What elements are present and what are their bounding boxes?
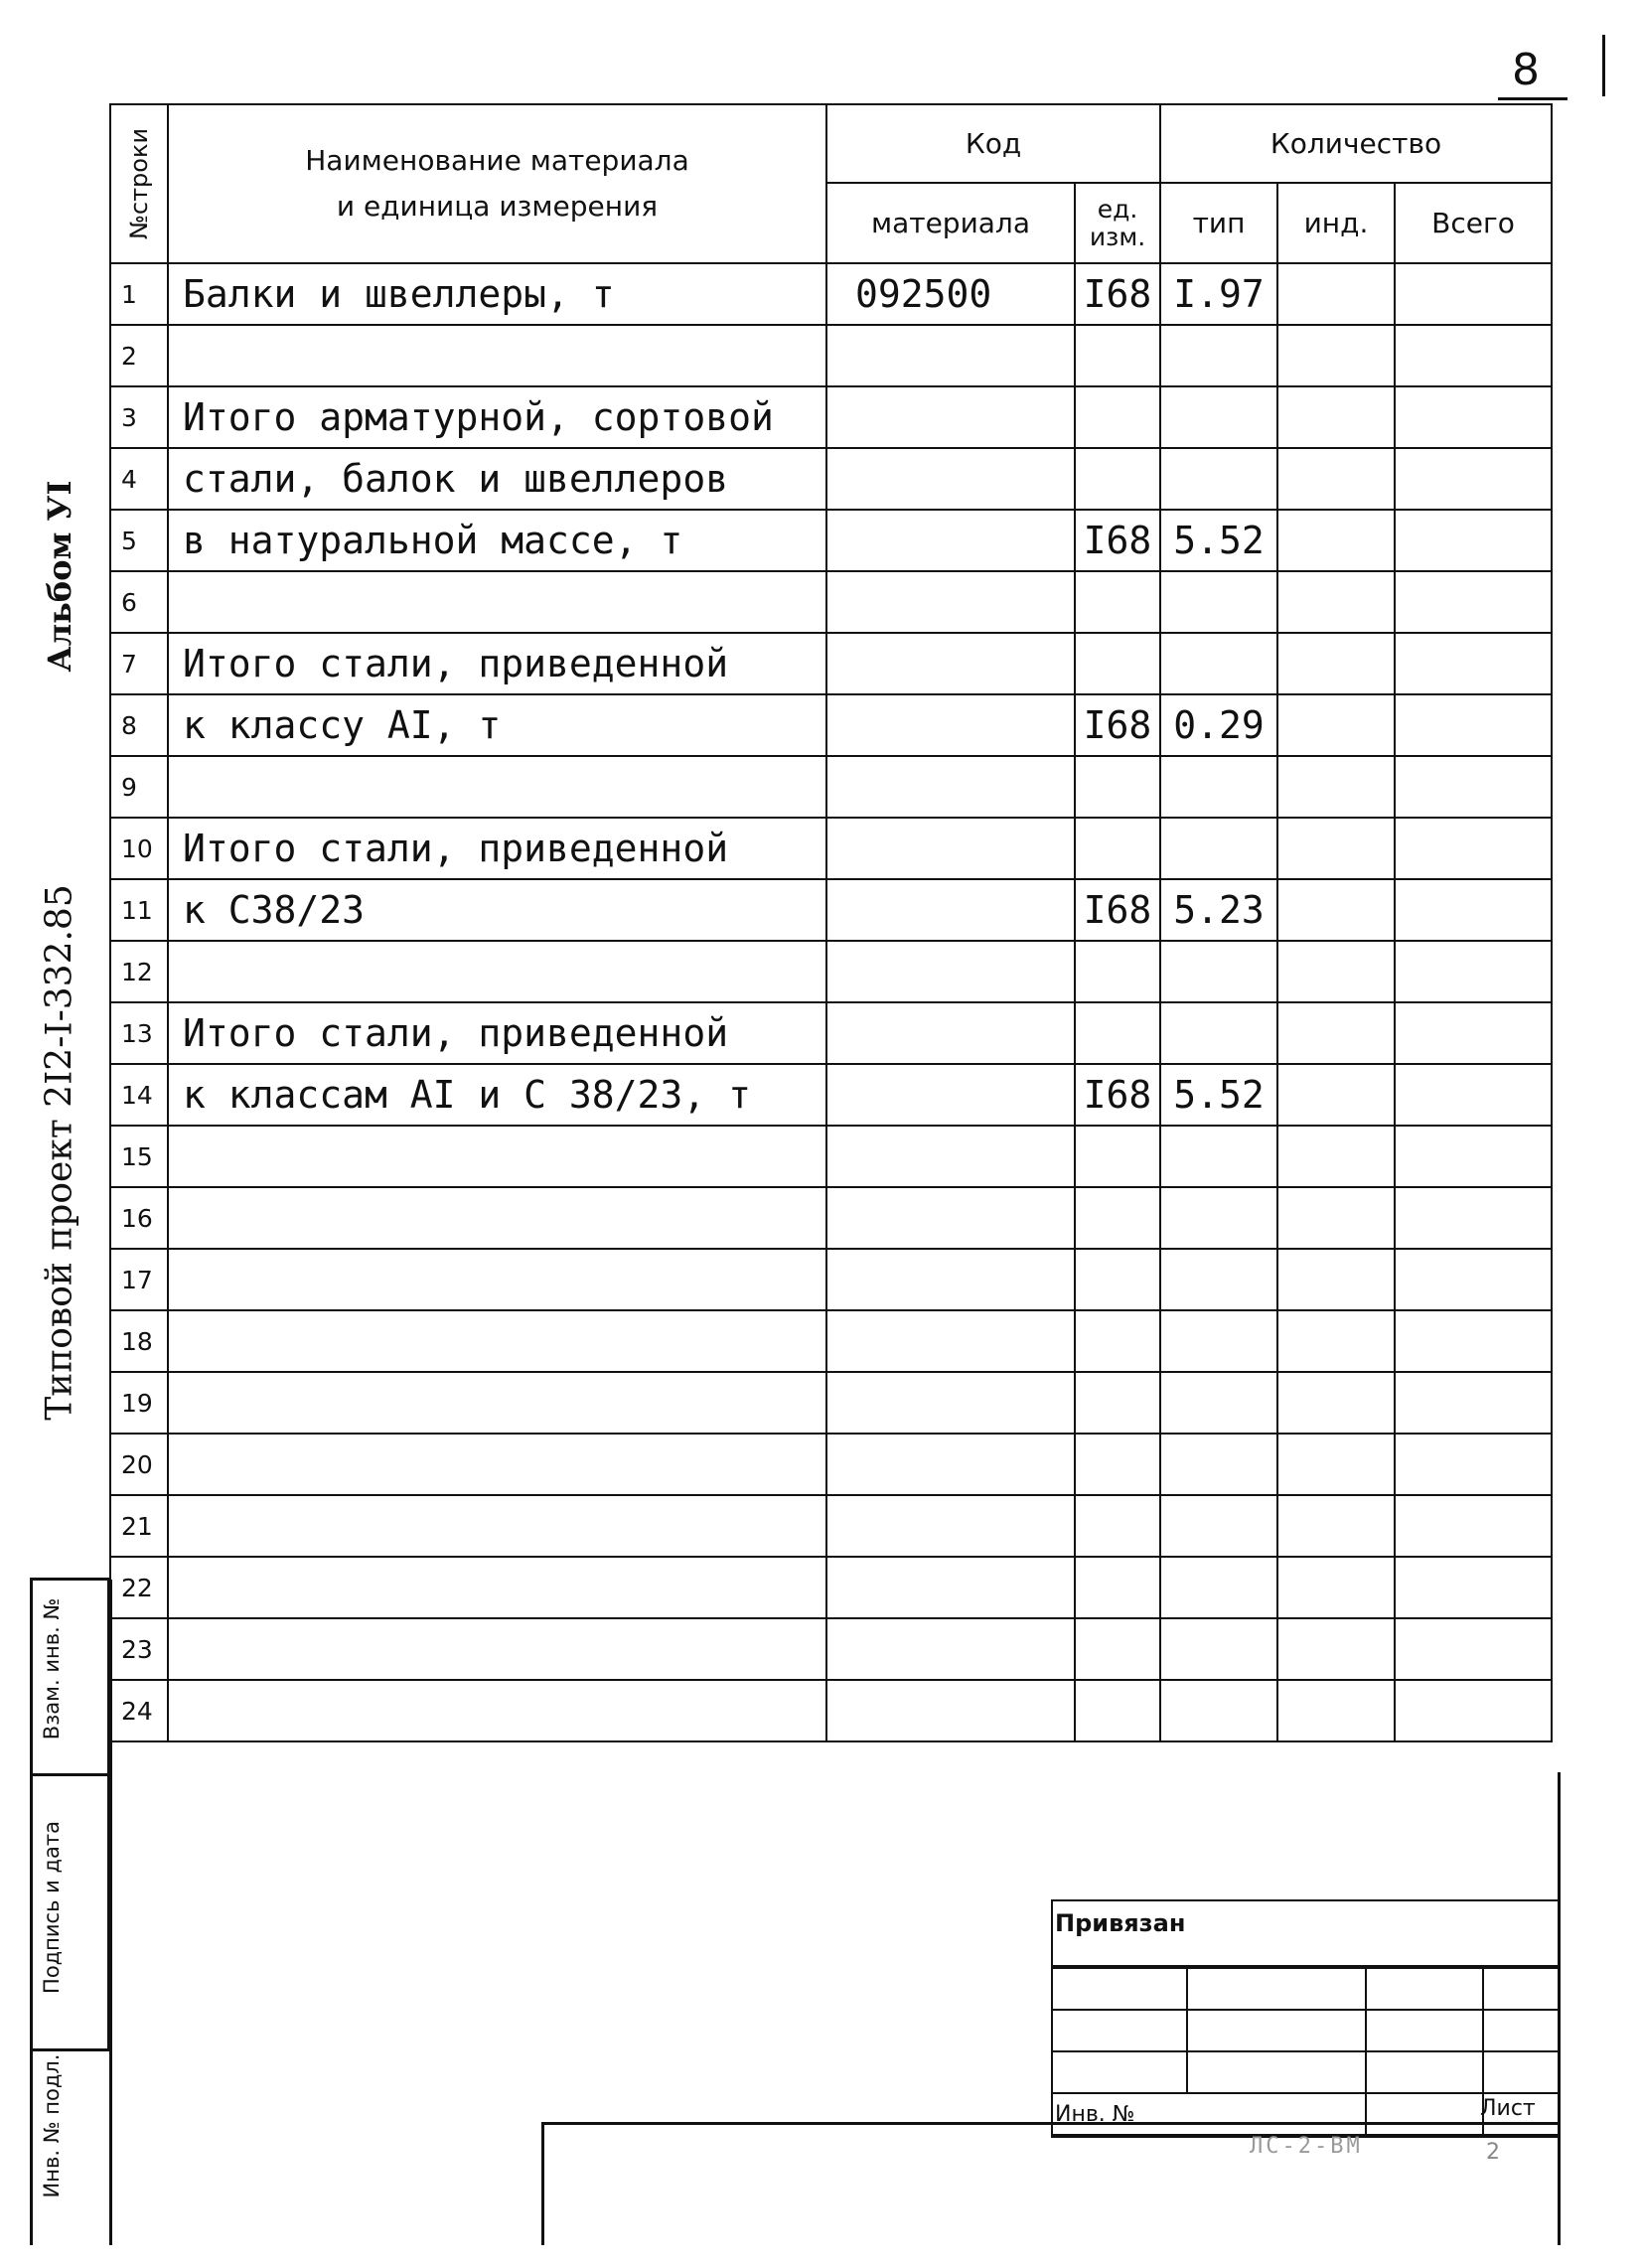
quantity-type: [1160, 1372, 1277, 1434]
album-label: Альбом УI: [41, 480, 78, 673]
quantity-total: [1395, 1434, 1552, 1495]
header-name-line1: Наименование материала: [305, 144, 689, 177]
row-number: 1: [110, 263, 168, 325]
unit-code: I68: [1075, 879, 1160, 941]
unit-code: [1075, 571, 1160, 633]
material-name: к классу AI, т: [168, 694, 826, 756]
header-type: тип: [1160, 183, 1277, 263]
quantity-total: [1395, 1618, 1552, 1680]
quantity-total: [1395, 1249, 1552, 1310]
unit-code: [1075, 386, 1160, 448]
sheet-label: Лист: [1480, 2096, 1536, 2121]
table-row: [110, 1680, 1552, 1741]
table-row: [110, 263, 1552, 325]
row-number: 9: [110, 756, 168, 818]
table-row: [110, 1618, 1552, 1680]
margin-box-mid: [30, 1773, 111, 1776]
header-total: Всего: [1395, 183, 1552, 263]
stamp-row: [1053, 2010, 1560, 2051]
table-row: [110, 1187, 1552, 1249]
header-material: материала: [826, 183, 1075, 263]
unit-code: I68: [1075, 1064, 1160, 1126]
table-row: [110, 1249, 1552, 1310]
material-code: [826, 1249, 1075, 1310]
table-row: [110, 756, 1552, 818]
material-code: [826, 448, 1075, 510]
material-code: [826, 1618, 1075, 1680]
unit-code: [1075, 941, 1160, 1002]
material-code: [826, 571, 1075, 633]
quantity-type: [1160, 1002, 1277, 1064]
row-number: 22: [110, 1557, 168, 1618]
unit-code: [1075, 448, 1160, 510]
quantity-ind: [1277, 448, 1395, 510]
quantity-ind: [1277, 694, 1395, 756]
table-row: [110, 941, 1552, 1002]
header-ind: инд.: [1277, 183, 1395, 263]
material-name: [168, 1495, 826, 1557]
quantity-type: 0.29: [1160, 694, 1277, 756]
header-quantity: Количество: [1160, 104, 1552, 183]
quantity-type: [1160, 571, 1277, 633]
quantity-type: [1160, 1680, 1277, 1741]
quantity-type: [1160, 448, 1277, 510]
material-name: [168, 941, 826, 1002]
row-number: 14: [110, 1064, 168, 1126]
material-name: [168, 1557, 826, 1618]
quantity-type: [1160, 1249, 1277, 1310]
unit-code: I68: [1075, 694, 1160, 756]
material-name: Итого стали, приведенной: [168, 818, 826, 879]
quantity-ind: [1277, 1064, 1395, 1126]
material-code: [826, 1680, 1075, 1741]
quantity-type: [1160, 1310, 1277, 1372]
inv-podl-label: Инв. № подл.: [40, 2053, 64, 2198]
quantity-total: [1395, 1557, 1552, 1618]
quantity-ind: [1277, 571, 1395, 633]
header-unit: [1075, 183, 1160, 263]
row-number: 15: [110, 1126, 168, 1187]
row-number: 18: [110, 1310, 168, 1372]
table-row: [110, 325, 1552, 386]
quantity-total: [1395, 633, 1552, 694]
material-name: [168, 325, 826, 386]
quantity-ind: [1277, 263, 1395, 325]
stamp-row: [1053, 1968, 1560, 2010]
bottom-block-left: [541, 2122, 544, 2245]
quantity-ind: [1277, 386, 1395, 448]
unit-code: [1075, 1002, 1160, 1064]
material-name: в натуральной массе, т: [168, 510, 826, 571]
quantity-type: [1160, 1434, 1277, 1495]
quantity-total: [1395, 1310, 1552, 1372]
quantity-type: [1160, 1495, 1277, 1557]
quantity-type: [1160, 941, 1277, 1002]
quantity-ind: [1277, 1557, 1395, 1618]
material-spec-table: [109, 103, 1553, 1742]
quantity-ind: [1277, 1434, 1395, 1495]
table-row: [110, 633, 1552, 694]
doc-code: ЛС-2-ВМ: [1250, 2134, 1363, 2159]
quantity-total: [1395, 1680, 1552, 1741]
unit-code: [1075, 1187, 1160, 1249]
material-name: стали, балок и швеллеров: [168, 448, 826, 510]
row-number: 10: [110, 818, 168, 879]
row-number: 5: [110, 510, 168, 571]
material-code: [826, 941, 1075, 1002]
quantity-total: [1395, 386, 1552, 448]
quantity-ind: [1277, 1187, 1395, 1249]
material-name: [168, 1680, 826, 1741]
quantity-ind: [1277, 1372, 1395, 1434]
table-row: [110, 386, 1552, 448]
unit-code: [1075, 1310, 1160, 1372]
table-row: [110, 818, 1552, 879]
project-label: Типовой проект 2I2-I-332.85: [39, 884, 80, 1421]
quantity-ind: [1277, 1126, 1395, 1187]
row-number: 7: [110, 633, 168, 694]
row-number: 2: [110, 325, 168, 386]
quantity-ind: [1277, 818, 1395, 879]
header-unit-line1: ед.: [1097, 194, 1138, 224]
page-number-underline: [1498, 97, 1567, 100]
quantity-total: [1395, 879, 1552, 941]
material-code: [826, 818, 1075, 879]
unit-code: [1075, 1618, 1160, 1680]
row-number: 20: [110, 1434, 168, 1495]
unit-code: [1075, 325, 1160, 386]
table-row: [110, 448, 1552, 510]
unit-code: [1075, 1126, 1160, 1187]
material-code: [826, 1310, 1075, 1372]
row-number: 24: [110, 1680, 168, 1741]
table-row: [110, 1434, 1552, 1495]
material-name: [168, 1126, 826, 1187]
material-name: Итого арматурной, сортовой: [168, 386, 826, 448]
table-row: [110, 879, 1552, 941]
unit-code: [1075, 1557, 1160, 1618]
quantity-total: [1395, 694, 1552, 756]
header-row-no: №строки: [110, 104, 168, 263]
row-number: 21: [110, 1495, 168, 1557]
table-row: [110, 1126, 1552, 1187]
quantity-total: [1395, 818, 1552, 879]
page-number: 8: [1512, 45, 1540, 95]
material-code: [826, 1126, 1075, 1187]
material-name: Итого стали, приведенной: [168, 1002, 826, 1064]
unit-code: I68: [1075, 263, 1160, 325]
unit-code: [1075, 633, 1160, 694]
quantity-type: [1160, 818, 1277, 879]
header-name-line2: и единица измерения: [336, 190, 659, 223]
margin-left-line: [30, 1578, 33, 2245]
quantity-total: [1395, 756, 1552, 818]
quantity-type: [1160, 386, 1277, 448]
row-number: 8: [110, 694, 168, 756]
quantity-type: I.97: [1160, 263, 1277, 325]
material-name: [168, 1310, 826, 1372]
quantity-type: [1160, 325, 1277, 386]
quantity-total: [1395, 325, 1552, 386]
material-name: [168, 1372, 826, 1434]
quantity-total: [1395, 510, 1552, 571]
quantity-ind: [1277, 325, 1395, 386]
quantity-type: 5.23: [1160, 879, 1277, 941]
material-name: [168, 1249, 826, 1310]
quantity-ind: [1277, 1002, 1395, 1064]
quantity-total: [1395, 1126, 1552, 1187]
unit-code: [1075, 1680, 1160, 1741]
quantity-type: 5.52: [1160, 510, 1277, 571]
material-name: [168, 1434, 826, 1495]
unit-code: [1075, 818, 1160, 879]
unit-code: [1075, 1434, 1160, 1495]
margin-inner-line: [107, 1578, 110, 2049]
row-number: 11: [110, 879, 168, 941]
table-row: [110, 694, 1552, 756]
quantity-total: [1395, 1495, 1552, 1557]
unit-code: [1075, 1372, 1160, 1434]
table-row: [110, 1002, 1552, 1064]
unit-code: [1075, 1249, 1160, 1310]
material-name: Балки и швеллеры, т: [168, 263, 826, 325]
sign-label: Подпись и дата: [40, 1821, 64, 1994]
quantity-type: 5.52: [1160, 1064, 1277, 1126]
quantity-ind: [1277, 1618, 1395, 1680]
inv-label: Взам. инв. №: [40, 1597, 64, 1740]
material-name: к классам AI и С 38/23, т: [168, 1064, 826, 1126]
row-number: 17: [110, 1249, 168, 1310]
quantity-ind: [1277, 1310, 1395, 1372]
quantity-ind: [1277, 1680, 1395, 1741]
quantity-total: [1395, 571, 1552, 633]
quantity-type: [1160, 1187, 1277, 1249]
quantity-total: [1395, 1002, 1552, 1064]
header-code: Код: [826, 104, 1160, 183]
material-code: [826, 1187, 1075, 1249]
row-number: 23: [110, 1618, 168, 1680]
quantity-total: [1395, 1372, 1552, 1434]
page-number-bar: [1602, 35, 1605, 96]
material-name: к С38/23: [168, 879, 826, 941]
quantity-ind: [1277, 879, 1395, 941]
material-code: [826, 1557, 1075, 1618]
quantity-total: [1395, 448, 1552, 510]
header-name: [168, 104, 826, 263]
header-row-1: [110, 104, 1552, 183]
material-code: [826, 1002, 1075, 1064]
quantity-ind: [1277, 633, 1395, 694]
quantity-type: [1160, 1126, 1277, 1187]
material-code: [826, 386, 1075, 448]
table-row: [110, 571, 1552, 633]
quantity-type: [1160, 633, 1277, 694]
row-number: 12: [110, 941, 168, 1002]
table-row: [110, 1372, 1552, 1434]
row-number: 13: [110, 1002, 168, 1064]
quantity-ind: [1277, 510, 1395, 571]
quantity-ind: [1277, 1249, 1395, 1310]
stamp-row: [1053, 2051, 1560, 2093]
row-number: 19: [110, 1372, 168, 1434]
quantity-ind: [1277, 1495, 1395, 1557]
row-number: 3: [110, 386, 168, 448]
quantity-total: [1395, 1187, 1552, 1249]
row-number: 16: [110, 1187, 168, 1249]
material-name: [168, 756, 826, 818]
quantity-total: [1395, 1064, 1552, 1126]
quantity-type: [1160, 1618, 1277, 1680]
material-code: [826, 756, 1075, 818]
unit-code: [1075, 1495, 1160, 1557]
row-number: 4: [110, 448, 168, 510]
quantity-total: [1395, 941, 1552, 1002]
material-code: [826, 1372, 1075, 1434]
margin-box-low: [30, 2048, 111, 2051]
material-name: Итого стали, приведенной: [168, 633, 826, 694]
material-code: [826, 325, 1075, 386]
bound-label: Привязан: [1053, 1901, 1560, 1967]
quantity-ind: [1277, 756, 1395, 818]
table-row: [110, 1310, 1552, 1372]
material-name: [168, 1187, 826, 1249]
table-row: [110, 1064, 1552, 1126]
material-code: [826, 879, 1075, 941]
quantity-type: [1160, 1557, 1277, 1618]
material-code: [826, 633, 1075, 694]
quantity-type: [1160, 756, 1277, 818]
header-unit-line2: изм.: [1089, 222, 1146, 251]
material-code: [826, 1064, 1075, 1126]
quantity-total: [1395, 263, 1552, 325]
material-code: [826, 1434, 1075, 1495]
table-row: [110, 510, 1552, 571]
material-code: [826, 510, 1075, 571]
material-code: [826, 1495, 1075, 1557]
stamp-inv-label: Инв. №: [1053, 2093, 1366, 2135]
unit-code: I68: [1075, 510, 1160, 571]
material-code: [826, 694, 1075, 756]
table-row: [110, 1557, 1552, 1618]
material-code: 092500: [826, 263, 1075, 325]
row-number: 6: [110, 571, 168, 633]
sheet-value: 2: [1486, 2140, 1500, 2165]
material-name: [168, 571, 826, 633]
material-name: [168, 1618, 826, 1680]
quantity-ind: [1277, 941, 1395, 1002]
unit-code: [1075, 756, 1160, 818]
table-row: [110, 1495, 1552, 1557]
margin-box-upper: [30, 1578, 111, 1581]
